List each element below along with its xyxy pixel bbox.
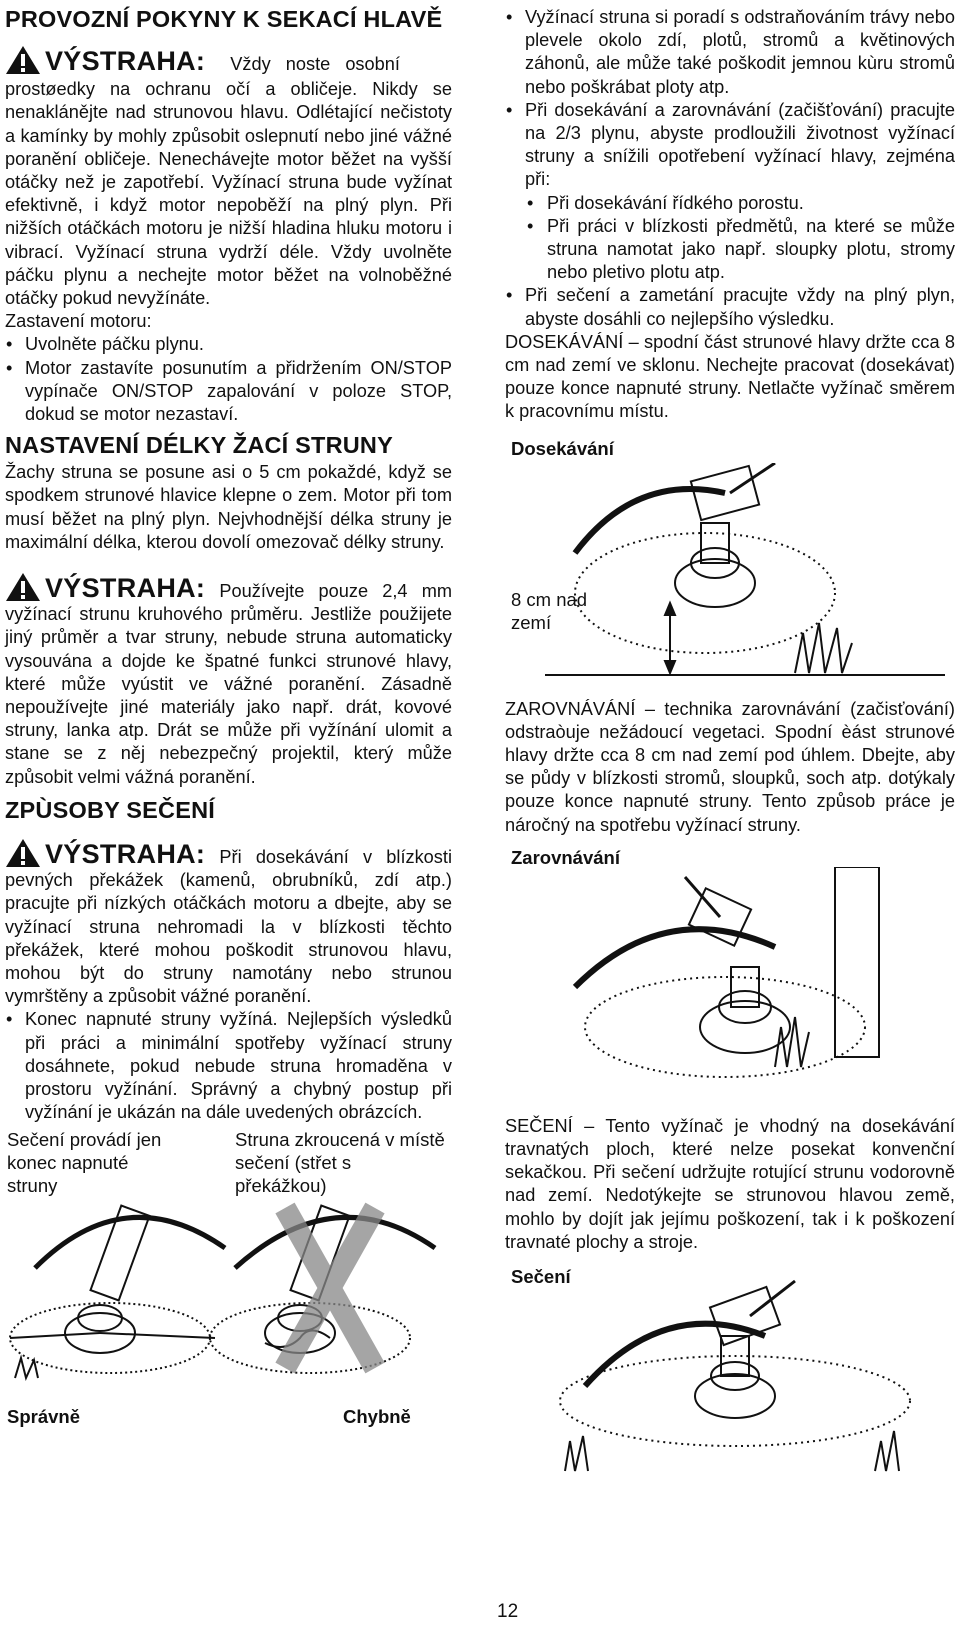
trimmer-head-illustration xyxy=(5,1188,445,1398)
figure-edging xyxy=(505,847,955,1107)
warning-title: VÝSTRAHA: xyxy=(45,573,206,604)
edging-illustration xyxy=(545,867,955,1097)
list-item: • Při dosekávání řídkého porostu. xyxy=(505,192,955,215)
left-column xyxy=(5,0,452,1438)
sub-tips-list xyxy=(505,192,955,285)
heading-operating-instructions: PROVOZNÍ POKYNY K SEKACÍ HLAVĚ xyxy=(5,6,443,32)
heading-line-length: NASTAVENÍ DÉLKY ŽACÍ STRUNY xyxy=(5,432,393,459)
figure-label: Zarovnávání xyxy=(511,846,620,868)
paragraph-trimming: DOSEKÁVÁNÍ – spodní část strunové hlavy držte cca 8 cm nad zemí ve sklonu. Nechejte pracovat (dosekávat) pouze konce napnuté struny. Netlačte vyžínač směrem k pracovnímu místu. xyxy=(505,331,955,422)
tips-list-2 xyxy=(505,284,955,330)
figure-right-wrong xyxy=(5,1128,452,1438)
list-item: • Vyžínací struna si poradí s odstraňováním trávy nebo plevele okolo zdí, plotů, stromů a květinových záhonů, ale může také poškodit jemnou kùru stromů nebo poškrábat ploty atp. xyxy=(505,6,955,99)
trimming-illustration xyxy=(545,463,955,683)
paragraph-operation: prostøedky na ochranu očí a obličeje. Nikdy se nenaklánějte nad strunovou hlavu. Odlétající nečistoty a kamínky by mohly způsobit oslepnutí nebo jiné vážné poranění obličeje. Nenechávejte motor běžet na vyšší otáčky než je zapotřebí. Vyžínací struna bude vyžínat efektivně, i když motor nepoběží na plný plyn. Při nižších otáčkách motoru je nižší hladina hluku motoru i vibrací. Vyžínací struna vydrží déle. Vždy uvolněte páčku plynu a nechejte motor běžet na volnoběžné otáčky pokud nevyžínáte. xyxy=(5,79,452,309)
stop-list xyxy=(5,333,452,426)
paragraph-edging: ZAROVNÁVÁNÍ – technika zarovnávání (začisťování) odstraòuje nežádoucí vegetaci. Spodní èást strunové hlavy držte cca 8 cm nad zemí pod úhlem. Dbejte, aby se půdy v blízkosti stromů, sloupků, soch atp. dotýkaly pouze konce napnuté struny. Tento způsob práce je náročný na spotřebu vyžínací struny. xyxy=(505,698,955,835)
list-item: • Při sečení a zametání pracujte vždy na plný plyn, abyste dosáhli co nejlepšího výsledku. xyxy=(505,284,955,330)
warning-1 xyxy=(5,45,452,76)
label-wrong: Chybně xyxy=(343,1406,411,1428)
list-item: • Motor zastavíte posunutím a přidržením ON/STOP vypínače ON/STOP zapalování v poloze STOP, dokud se motor nezastaví. xyxy=(5,357,452,427)
warning-title: VÝSTRAHA: xyxy=(45,838,206,869)
mowing-illustration xyxy=(545,1276,955,1476)
page-number: 12 xyxy=(497,1601,519,1622)
cutting-list xyxy=(5,1008,452,1124)
figure-label: Sečení xyxy=(511,1266,571,1288)
figure-mowing xyxy=(505,1266,955,1486)
warning-lead: Vždy noste osobní xyxy=(230,54,400,74)
height-label: 8 cm nad zemí xyxy=(511,588,588,633)
list-item: • Při dosekávání a zarovnávání (začišťování) pracujte na 2/3 plynu, abyste prodloužili životnost vyžínací struny a snížili opotřebení vyžínací hlavy, zejména při: xyxy=(505,99,955,192)
warning-2 xyxy=(5,572,452,789)
paragraph-mowing: SEČENÍ – Tento vyžínač je vhodný na dosekávání travnatých ploch, které nelze posekat konvenční sekačkou. Při sečení udržujte rotující strunu vodorovně nad zemí. Nedotýkejte se strunovou hlavou země, mohlo by dojít jak jejímu poškození, tak i k poškození travnaté plochy a stroje. xyxy=(505,1115,955,1252)
warning-text: Používejte pouze 2,4 mm vyžínací strunu kruhového průměru. Jestliže použijete jiný průměr a tvar struny, nebude struna automaticky vysouvána a dojde ke špatné funkci strunové hlavy, které může vyústit ve vážné poranění. Zásadně nepoužívejte jiné materiály jako např. drát, kovové struny, lanka atp. Drát se může při vyžínání ulomit a stane se z něj nebezpečný projektil, který může způsobit velmi vážná poranění. xyxy=(5,581,452,787)
list-item: • Při práci v blízkosti předmětů, na které se může struna namotat jako např. sloupky plotu, stromy nebo pletivo plotu atp. xyxy=(505,215,955,285)
figure-trimming xyxy=(505,438,955,688)
warning-3 xyxy=(5,838,452,1008)
warning-title: VÝSTRAHA: xyxy=(45,46,206,76)
list-item: • Konec napnuté struny vyžíná. Nejlepších výsledků při práci a minimální spotřeby vyžínací struny dosáhnete, pokud nebude struna hromaděna v prostoru vyžínání. Správný a chybný postup při vyžínání je ukázán na dále uvedených obrázcích. xyxy=(5,1008,452,1124)
heading-cutting-methods: ZPÙSOBY SEČENÍ xyxy=(5,796,215,823)
warning-triangle-icon xyxy=(5,838,41,868)
warning-triangle-icon xyxy=(5,45,41,75)
correct-trimmer xyxy=(10,1206,225,1378)
figure-label: Dosekávání xyxy=(511,437,614,459)
warning-triangle-icon xyxy=(5,572,41,602)
warning-text: Při dosekávání v blízkosti pevných překážek (kamenů, obrubníků, zdí atp.) pracujte při nízkých otáčkách motoru a dbejte, aby se vyžínací struna nehromadi la v blízkosti těchto překážek, které mohou poškodit strunovou hlavu, mohou být do struny namotány nebo strunou vymrštěny a způsobit vážné poranění. xyxy=(5,846,452,1007)
list-item: • Uvolněte páčku plynu. xyxy=(5,333,452,356)
right-column xyxy=(505,0,955,1486)
label-correct: Správně xyxy=(7,1406,81,1428)
stop-title: Zastavení motoru: xyxy=(5,311,152,332)
tips-list xyxy=(505,6,955,192)
caption-wrong: Struna zkroucená v místě sečení (střet s překážkou) xyxy=(235,1129,445,1197)
caption-correct: Sečení provádí jen konec napnuté struny xyxy=(7,1129,162,1197)
paragraph-line-length: Žachy struna se posune asi o 5 cm pokaždé, když se spodkem strunové hlavice klepne o zem. Motor při tom musí běžet na plný plyn. Nejvhodnější délka struny je maximální délka, kterou dovolí omezovač délky struny. xyxy=(5,462,452,552)
